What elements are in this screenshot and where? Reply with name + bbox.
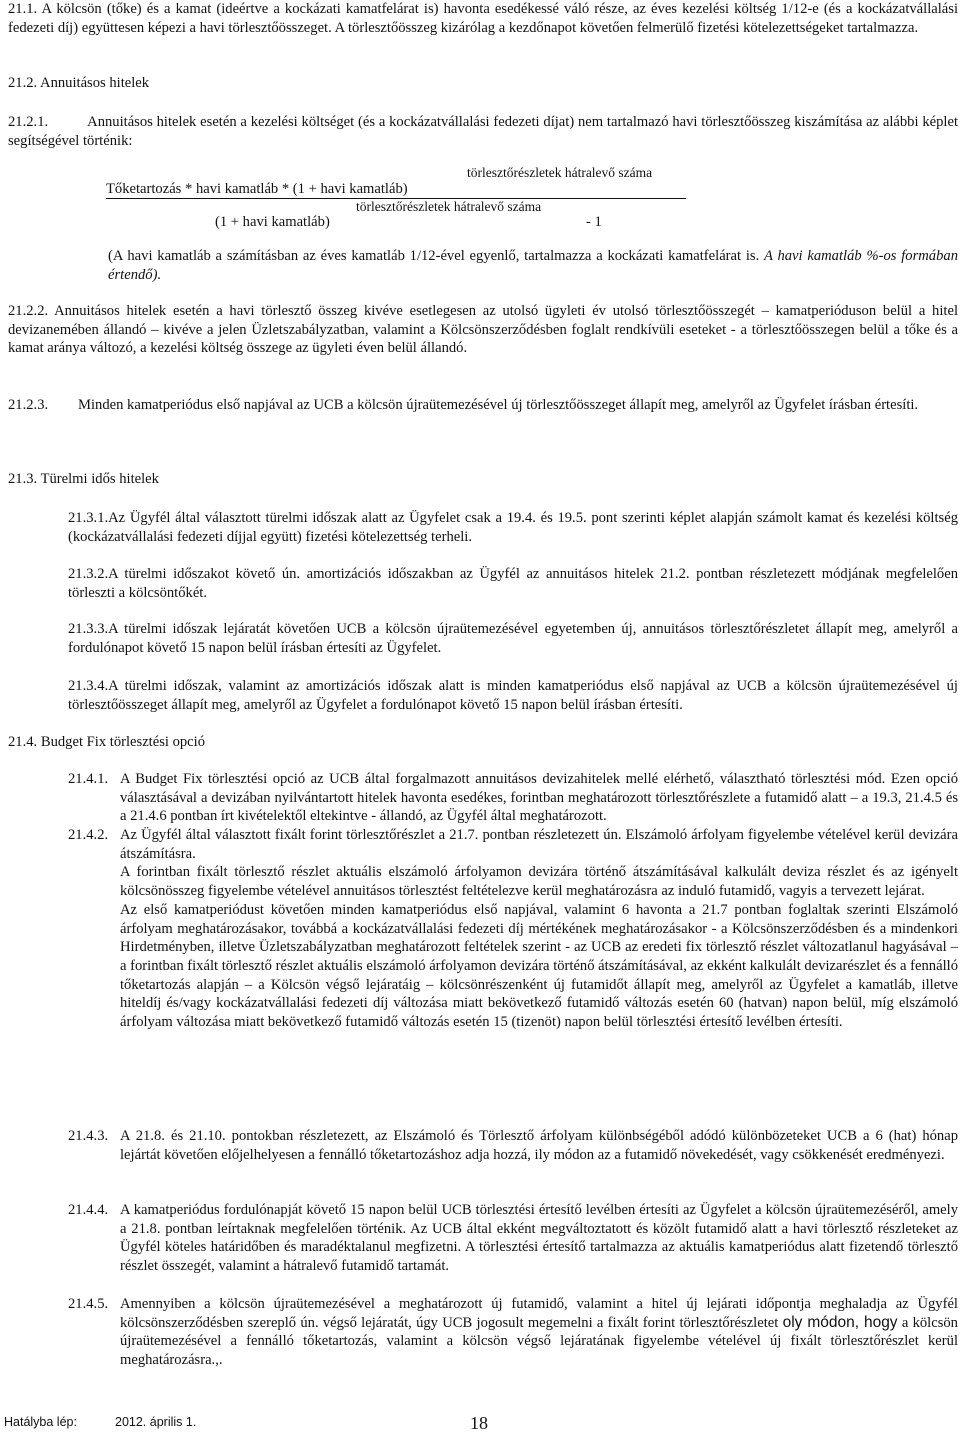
page-number: 18 [470,1413,488,1433]
paragraph-21-4-1 [68,770,958,826]
paragraph-21-3-1 [68,509,958,546]
formula-note-italic: A havi kamatláb %-os formában értendő). [108,248,958,283]
paragraph-number: 21.4.5. [68,1296,109,1312]
paragraph-text: Annuitásos hitelek esetén a kezelési költséget (és a kockázatvállalási fedezeti díjat) nem tartalmazó havi törlesztőösszeg kiszámítása az alábbi képlet segítségével történik: [8,114,958,149]
paragraph-21-2-3 [8,396,958,415]
paragraph-number: 21.3.2. [68,566,109,582]
section-title: Türelmi idős hitelek [40,471,159,487]
paragraph-number: 21.4.2. [68,827,109,843]
paragraph-text: A kamatperiódus fordulónapját követő 15 napon belül UCB törlesztési értesítő levélben értesíti az Ügyfelet a kölcsön újraütemezéséről, amely a 21.8. pontban leírtaknak megfelelően történik. Az UCB által ekként megváltoztatott és közölt futamidő alatt a havi törlesztő részleteket az Ügyfél köteles határidőben és maradéktalanul megfizetni. A törlesztési értesítő tartalmazza az aktuális kamatperiódus alatt fizetendő törlesztő részlet összegét, valamint a hátralevő futamidő tartamát. [120,1202,958,1275]
paragraph-text: Annuitásos hitelek esetén a havi törlesztő összeg kivéve esetlegesen az utolsó ügyleti év utolsó törlesztőösszegét – kamatperióduson belül a hitel devizanemében állandó – kivéve a jelen Üzletszabályzatban, valamint a Kölcsönszerződésben foglalt rendkívüli eseteket - a törlesztőösszegen belül a tőke és a kamat aránya változó, a kezelési költség összege az ügyleti éven belül állandó. [8,303,958,357]
paragraph-21-3-3 [68,620,958,657]
paragraph-21-4-5 [68,1295,958,1370]
section-number: 21.2. [8,75,38,91]
paragraph-number: 21.1. [8,1,38,17]
paragraph-text-2: A forintban fixált törlesztő részlet aktuális elszámoló árfolyamon devizára történő átszámításával kalkulált deviza részlet és az igényelt kölcsönösszeg figyelembe vételével annuitásos törlesztést feltételezve kerül meghatározásra az induló futamidő, vagyis a tervezett lejárat. [120,864,958,900]
paragraph-21-2-1 [8,113,958,150]
paragraph-21-2-2 [8,302,958,358]
paragraph-21-4-3 [68,1127,958,1164]
paragraph-21-3-2 [68,565,958,602]
paragraph-text-3: Az első kamatperiódust követően minden kamatperiódus első napjával, valamint 6 havonta a 21.7 pontban foglaltak szerinti Elszámoló árfolyam meghatározásakor, továbbá a kockázatvállalási fedezeti díj mértékének meghatározásakor - a Kölcsönszerződésben és a mindenkori Hirdetményben, illetve Üzletszabályzatban meghatározott feltételek szerint - az UCB az eredeti fix törlesztő részlet változatlanul hagyásával – a forintban fixált törlesztő részlet aktuális elszámoló árfolyamon devizára történő átszámításával, az ekként kalkulált devizarészlet és a fennálló tőketartozás alapján – a Kölcsön végső lejáratáig – kölcsönrészenként új futamidőt állapít meg, amelyről az Ügyfelet a kamatláb, illetve hiteldíj és/vagy kockázatvállalási fedezeti díj változása miatt bekövetkező futamidő változás esetén 60 (hatvan) napon belül, míg elszámoló árfolyam változása miatt bekövetkező futamidő változás esetén 15 (tizenöt) napon belül törlesztési értesítő levélben értesíti. [120,901,958,1031]
paragraph-number: 21.2.3. [8,397,49,413]
paragraph-number: 21.4.4. [68,1202,109,1218]
section-heading-21-2 [8,74,149,93]
paragraph-text: A kölcsön (tőke) és a kamat (ideértve a kockázati kamatfelárat is) havonta esedékessé váló része, az éves kezelési költség 1/12-e (és a kockázatvállalási fedezeti díj) együttesen képezi a havi törlesztőösszeget. A törlesztőösszeg kizárólag a kezdőnapot követően felmerülő fizetési kötelezettségeket tartalmazza. [8,1,958,36]
formula-denominator: (1 + havi kamatláb) [215,214,330,230]
paragraph-text-b: a kölcsön újraütemezésével a fennálló tőketartozás, valamint a kölcsön végső lejáratának figyelembe vételével új fixált törlesztőrészlet kerül meghatározásra.,. [120,1314,958,1369]
paragraph-text: A 21.8. és 21.10. pontokban részletezett, az Elszámoló és Törlesztő árfolyam különbségéből adódó különbözeteket UCB a 6 (hat) hónap lejártát követően előjelhelyesen a fennálló tőketartozáshoz adja hozzá, ily módon az a futamidő növekedését, vagy csökkenését eredményezi. [120,1128,958,1163]
section-heading-21-4 [8,733,205,752]
paragraph-number: 21.3.3. [68,621,109,637]
formula-note-text: (A havi kamatláb a számításban az éves kamatláb 1/12-ével egyenlő, tartalmazza a kockázati kamatfelárat is. [108,248,765,264]
paragraph-number: 21.2.1. [8,114,49,130]
paragraph-text: A türelmi időszakot követő ún. amortizációs időszakban az Ügyfél az annuitásos hitelek 21.2. pontban részletezett módjának megfelelően törleszti a kölcsöntőkét. [68,566,958,601]
denominator-exponent: törlesztőrészletek hátralevő száma [356,199,542,214]
formula-minus-one: - 1 [586,214,602,230]
footer-effective-date: 2012. április 1. [115,1415,197,1429]
paragraph-number: 21.4.1. [68,771,109,787]
numerator-exponent: törlesztőrészletek hátralevő száma [467,165,653,180]
paragraph-21-3-4 [68,677,958,714]
paragraph-text: A Budget Fix törlesztési opció az UCB által forgalmazott annuitásos devizahitelek mellé elérhető, választható törlesztési mód. Ezen opció választásával a devizában nyilvántartott hitelek havonta esedékes, forintban meghatározott törlesztőrészlete a futamidő alatt – a 19.3, 21.4.5 és a 21.4.6 pontban írt kivételektől eltekintve - állandó, az Ügyfél által meghatározott. [120,771,958,825]
paragraph-text: A türelmi időszak, valamint az amortizációs időszak alatt is minden kamatperiódus első napjával az UCB a kölcsön újraütemezésével új törlesztőösszeget állapít meg, amelyről az Ügyfelet a fordulónapot követő 15 napon belül írásban értesíti. [68,678,958,713]
paragraph-21-1 [8,0,958,37]
section-number: 21.3. [8,471,38,487]
section-title: Annuitásos hitelek [40,75,150,91]
paragraph-text: Minden kamatperiódus első napjával az UCB a kölcsön újraütemezésével új törlesztőösszeget állapít meg, amelyről az Ügyfelet írásban értesíti. [78,397,919,413]
footer-effective-label: Hatályba lép: [4,1415,77,1429]
paragraph-21-4-4 [68,1201,958,1276]
paragraph-number: 21.2.2. [8,303,49,319]
paragraph-text: Az Ügyfél által választott türelmi időszak alatt az Ügyfelet csak a 19.4. és 19.5. pont szerinti képlet alapján számolt kamat és kezelési költség (kockázatvállalási fedezeti díjjal együtt) fizetési kötelezettség terheli. [68,510,958,545]
paragraph-text: A türelmi időszak lejáratát követően UCB a kölcsön újraütemezésével egyetemben új, annuitásos törlesztőrészletet állapít meg, amelyről a fordulónapot követő 15 napon belül írásban értesíti az Ügyfelet. [68,621,958,656]
formula-note [108,247,958,284]
formula-numerator: Tőketartozás * havi kamatláb * (1 + havi kamatláb) [106,181,408,197]
section-number: 21.4. [8,734,38,750]
paragraph-text-a: Amennyiben a kölcsön újraütemezésével a meghatározott új futamidő, valamint a hitel új lejárati időpontja meghaladja az Ügyfél kölcsönszerződésben szereplő ún. végső lejáratát, úgy UCB jogosult megemelni a fixált forint törlesztőrészletet [120,1296,958,1331]
paragraph-number: 21.4.3. [68,1128,109,1144]
section-heading-21-3 [8,470,159,489]
paragraph-number: 21.3.1. [68,510,109,526]
section-title: Budget Fix törlesztési opció [40,734,206,750]
paragraph-21-4-2 [68,826,958,1032]
paragraph-text-emphasis: oly módon, hogy [782,1313,898,1331]
paragraph-text-1: Az Ügyfél által választott fixált forint törlesztőrészlet a 21.7. pontban részletezett ún. Elszámoló árfolyam figyelembe vételével kerül devizára átszámításra. [120,827,958,862]
paragraph-number: 21.3.4. [68,678,109,694]
